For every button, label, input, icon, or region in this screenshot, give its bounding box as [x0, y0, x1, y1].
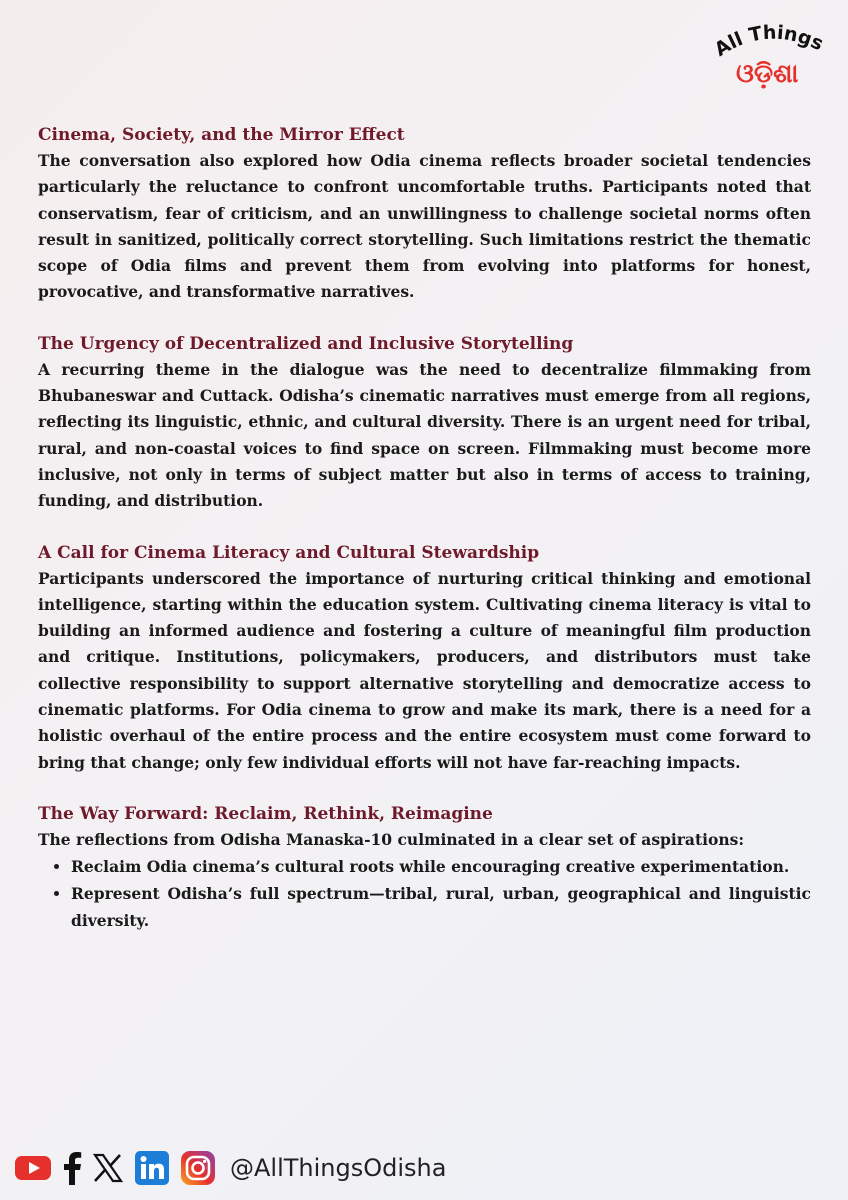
article-body	[38, 122, 811, 959]
section-decentralized-storytelling	[38, 331, 811, 515]
section-paragraph: Participants underscored the importance of nurturing critical thinking and emotional intelligence, starting within the education system. Cultivating cinema literacy is vital to building an informed audience and fostering a culture of meaningful film production and critique. Institutions, policymakers, producers, and distributors must take collective responsibility to support alternative storytelling and democratize access to cinematic platforms. For Odia cinema to grow and make its mark, there is a need for a holistic overhaul of the entire process and the entire ecosystem must come forward to bring that change; only few individual efforts will not have far-reaching impacts.	[38, 568, 811, 772]
social-footer	[14, 1148, 446, 1188]
logo-line1: All Things	[710, 21, 827, 61]
x-icon[interactable]	[92, 1153, 124, 1183]
section-paragraph: A recurring theme in the dialogue was the need to decentralize filmmaking from Bhubaneswar and Cuttack. Odisha’s cinematic narratives must emerge from all regions, reflecting its linguistic, ethnic, and cultural diversity. There is an urgent need for tribal, rural, and non-coastal voices to find space on screen. Filmmaking must become more inclusive, not only in terms of subject matter but also in terms of access to training, funding, and distribution.	[38, 359, 811, 511]
section-heading: The Urgency of Decentralized and Inclusive Storytelling	[38, 333, 574, 354]
linkedin-icon[interactable]	[134, 1150, 170, 1186]
brand-logo	[700, 16, 830, 94]
instagram-icon[interactable]	[180, 1150, 216, 1186]
section-heading: The Way Forward: Reclaim, Rethink, Reimagine	[38, 803, 493, 824]
logo-graphic	[700, 16, 830, 94]
section-cinema-literacy	[38, 540, 811, 776]
section-intro: The reflections from Odisha Manaska-10 culminated in a clear set of aspirations:	[38, 829, 745, 849]
section-cinema-society	[38, 122, 811, 306]
section-heading: A Call for Cinema Literacy and Cultural Stewardship	[38, 542, 540, 563]
list-item: • Represent Odisha’s full spectrum—tribal, rural, urban, geographical and linguistic diversity.	[71, 880, 811, 934]
logo-line2: ଓଡ଼ିଶା	[736, 59, 799, 89]
section-paragraph: The conversation also explored how Odia cinema reflects broader societal tendencies particularly the reluctance to confront uncomfortable truths. Participants noted that conservatism, fear of criticism, and an unwillingness to challenge societal norms often result in sanitized, politically correct storytelling. Such limitations restrict the thematic scope of Odia films and prevent them from evolving into platforms for honest, provocative, and transformative narratives.	[38, 151, 811, 302]
social-handle[interactable]: @AllThingsOdisha	[230, 1154, 447, 1182]
youtube-icon[interactable]	[14, 1154, 52, 1182]
section-heading: Cinema, Society, and the Mirror Effect	[38, 125, 405, 145]
aspirations-list	[38, 853, 811, 934]
section-way-forward	[38, 801, 811, 934]
list-item: • Reclaim Odia cinema’s cultural roots while encouraging creative experimentation.	[71, 853, 811, 880]
facebook-icon[interactable]	[62, 1151, 82, 1185]
